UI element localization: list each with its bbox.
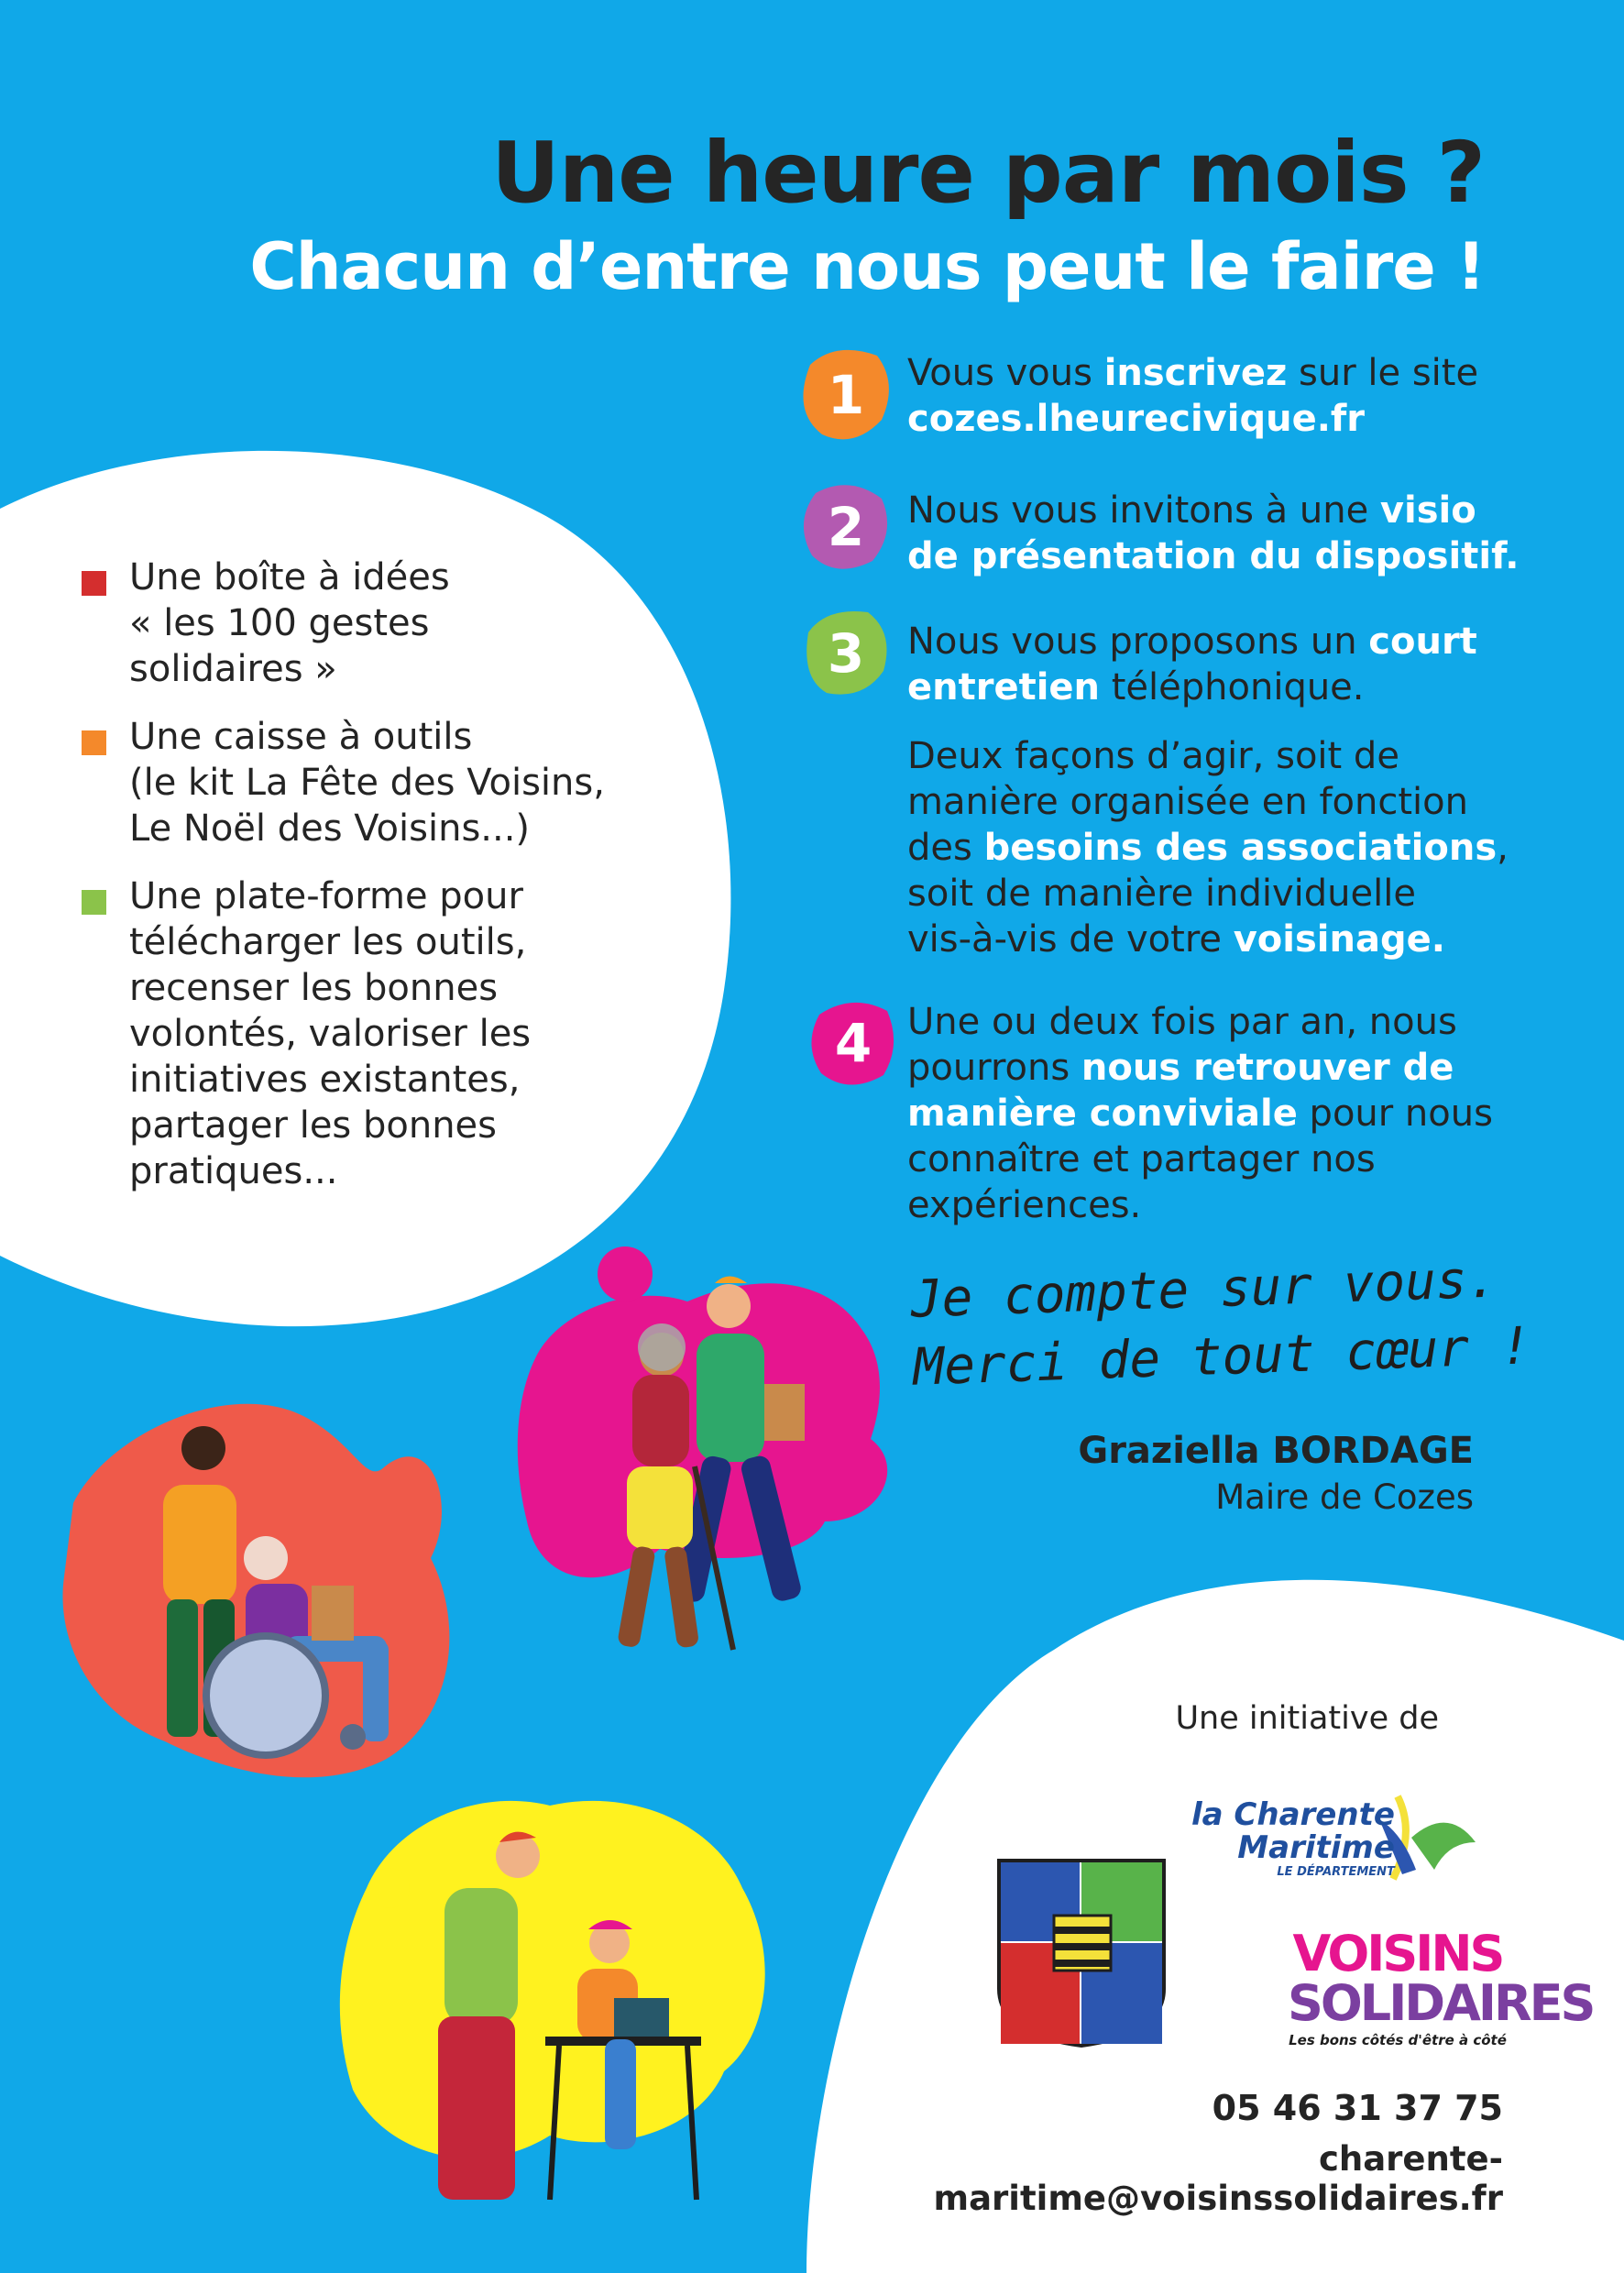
step-3-badge: [799, 605, 893, 702]
list-item: Une plate-forme pour télécharger les outils, recenser les bonnes volontés, valoriser les initiatives existantes, partager les bonnes pratiques...: [79, 873, 665, 1194]
pink-small-circle: [598, 1246, 653, 1301]
yellow-illustration-blob: [340, 1801, 765, 2158]
site-url: cozes.lheurecivique.fr: [907, 398, 1366, 440]
red-square-icon: [82, 571, 106, 596]
yellow-small-circle: [369, 1868, 410, 1908]
page-subtitle: Chacun d’entre nous peut le faire !: [249, 229, 1485, 304]
step-1-text: Vous vous inscrivez sur le site cozes.lheurecivique.fr: [907, 352, 1479, 440]
step-1-number: 1: [827, 364, 865, 426]
list-item: Une caisse à outils (le kit La Fête des Voisins, Le Noël des Voisins...): [79, 714, 665, 851]
green-square-icon: [82, 890, 106, 915]
step-4-badge: [807, 994, 900, 1092]
cozes-coat-of-arms: [999, 1861, 1164, 2046]
signer-name: Graziella BORDAGE: [1078, 1430, 1474, 1472]
initiative-label: Une initiative de: [1175, 1700, 1439, 1737]
step-2-text: Nous vous invitons à une visio de présentation du dispositif.: [907, 489, 1520, 577]
step-3-number: 3: [827, 622, 865, 685]
charente-maritime-logo: la Charente Maritime LE DÉPARTEMENT: [1191, 1796, 1395, 1879]
resources-list: [79, 555, 665, 1216]
step-1-badge: [799, 346, 893, 444]
ways-paragraph: Deux façons d’agir, soit de manière organisée en fonction des besoins des associations, soit de manière individuelle vis-à-vis de votre voisinage.: [907, 735, 1509, 961]
signer-role: Maire de Cozes: [1215, 1477, 1474, 1517]
step-4-number: 4: [834, 1012, 872, 1074]
step-2-badge: [799, 478, 893, 576]
voisins-solidaires-logo: VOISINS SOLIDAIRES Les bons côtés d'être à côté: [1288, 1925, 1594, 2048]
orange-square-icon: [82, 730, 106, 755]
step-3-text: Nous vous proposons un court entretien téléphonique.: [907, 620, 1477, 708]
contact-email[interactable]: charente-maritime@voisinssolidaires.fr: [933, 2139, 1503, 2218]
list-item: Une boîte à idées « les 100 gestes solidaires »: [79, 555, 665, 692]
handwritten-message: Je compte sur vous. Merci de tout cœur !: [909, 1249, 1532, 1398]
page-title: Une heure par mois ?: [491, 124, 1485, 222]
contact-phone[interactable]: 05 46 31 37 75: [1212, 2088, 1503, 2128]
step-2-number: 2: [827, 496, 865, 558]
step-4-text: Une ou deux fois par an, nous pourrons nous retrouver de manière conviviale pour nous connaître et partager nos expériences.: [907, 1001, 1493, 1226]
